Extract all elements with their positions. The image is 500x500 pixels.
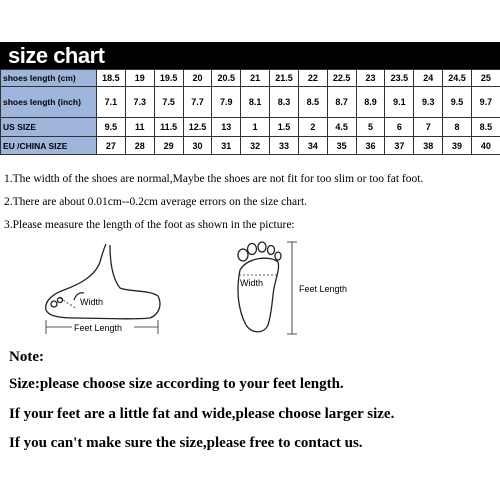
table-cell: 2 bbox=[298, 118, 327, 137]
table-cell: 7.5 bbox=[154, 87, 183, 118]
table-cell: 1.5 bbox=[270, 118, 299, 137]
side-foot-illustration bbox=[46, 244, 160, 319]
table-cell: 22.5 bbox=[327, 70, 356, 87]
table-cell: 8 bbox=[443, 118, 472, 137]
table-cell: 9.5 bbox=[97, 118, 126, 137]
table-cell: 32 bbox=[241, 137, 270, 155]
table-cell: 7.7 bbox=[183, 87, 212, 118]
table-cell: 33 bbox=[270, 137, 299, 155]
table-cell: 28 bbox=[125, 137, 154, 155]
table-cell: 8.3 bbox=[270, 87, 299, 118]
sole-width-label: Width bbox=[240, 278, 264, 288]
side-width-label: Width bbox=[80, 297, 104, 307]
table-cell: 19 bbox=[125, 70, 154, 87]
table-cell: 11 bbox=[125, 118, 154, 137]
table-cell: 38 bbox=[414, 137, 443, 155]
table-cell: 20 bbox=[183, 70, 212, 87]
table-cell: 40 bbox=[471, 137, 500, 155]
table-cell: 13 bbox=[212, 118, 241, 137]
table-cell: 1 bbox=[241, 118, 270, 137]
table-cell: 8.9 bbox=[356, 87, 385, 118]
table-cell: 4.5 bbox=[327, 118, 356, 137]
table-cell: 9.3 bbox=[414, 87, 443, 118]
table-cell: 6 bbox=[385, 118, 414, 137]
table-cell: 7.1 bbox=[97, 87, 126, 118]
table-cell: 8.1 bbox=[241, 87, 270, 118]
table-cell: 9.5 bbox=[443, 87, 472, 118]
note-errors: 2.There are about 0.01cm--0.2cm average errors on the size chart. bbox=[4, 196, 308, 208]
wide-feet-advice: If your feet are a little fat and wide,please choose larger size. bbox=[9, 406, 395, 422]
sole-length-label: Feet Length bbox=[299, 284, 348, 294]
table-cell: 24 bbox=[414, 70, 443, 87]
table-cell: 19.5 bbox=[154, 70, 183, 87]
table-cell: 21.5 bbox=[270, 70, 299, 87]
table-cell: 39 bbox=[443, 137, 472, 155]
table-cell: 12.5 bbox=[183, 118, 212, 137]
note-measure: 3.Please measure the length of the foot as shown in the picture: bbox=[4, 219, 295, 231]
table-cell: 18.5 bbox=[97, 70, 126, 87]
note-heading: Note: bbox=[9, 349, 44, 365]
table-cell: 22 bbox=[298, 70, 327, 87]
row-label: shoes length (inch) bbox=[1, 87, 97, 118]
table-cell: 20.5 bbox=[212, 70, 241, 87]
table-cell: 7.9 bbox=[212, 87, 241, 118]
table-cell: 21 bbox=[241, 70, 270, 87]
table-cell: 9.1 bbox=[385, 87, 414, 118]
row-label: shoes length (cm) bbox=[1, 70, 97, 87]
table-cell: 36 bbox=[356, 137, 385, 155]
table-cell: 9.7 bbox=[471, 87, 500, 118]
table-cell: 31 bbox=[212, 137, 241, 155]
table-cell: 8.5 bbox=[471, 118, 500, 137]
table-cell: 23 bbox=[356, 70, 385, 87]
table-cell: 23.5 bbox=[385, 70, 414, 87]
row-label: US SIZE bbox=[1, 118, 97, 137]
note-width: 1.The width of the shoes are normal,Maybe the shoes are not fit for too slim or too fat foot. bbox=[4, 173, 424, 185]
contact-advice: If you can't make sure the size,please free to contact us. bbox=[9, 435, 363, 451]
side-length-label: Feet Length bbox=[74, 323, 123, 333]
table-cell: 11.5 bbox=[154, 118, 183, 137]
page-title: size chart bbox=[8, 43, 105, 68]
table-cell: 24.5 bbox=[443, 70, 472, 87]
table-cell: 29 bbox=[154, 137, 183, 155]
table-cell: 37 bbox=[385, 137, 414, 155]
table-cell: 30 bbox=[183, 137, 212, 155]
table-cell: 8.5 bbox=[298, 87, 327, 118]
row-label: EU /CHINA SIZE bbox=[1, 137, 97, 155]
table-cell: 35 bbox=[327, 137, 356, 155]
table-cell: 25 bbox=[471, 70, 500, 87]
table-cell: 8.7 bbox=[327, 87, 356, 118]
table-cell: 7.3 bbox=[125, 87, 154, 118]
table-cell: 34 bbox=[298, 137, 327, 155]
table-cell: 27 bbox=[97, 137, 126, 155]
table-cell: 7 bbox=[414, 118, 443, 137]
size-advice: Size:please choose size according to your feet length. bbox=[9, 376, 344, 392]
table-cell: 5 bbox=[356, 118, 385, 137]
